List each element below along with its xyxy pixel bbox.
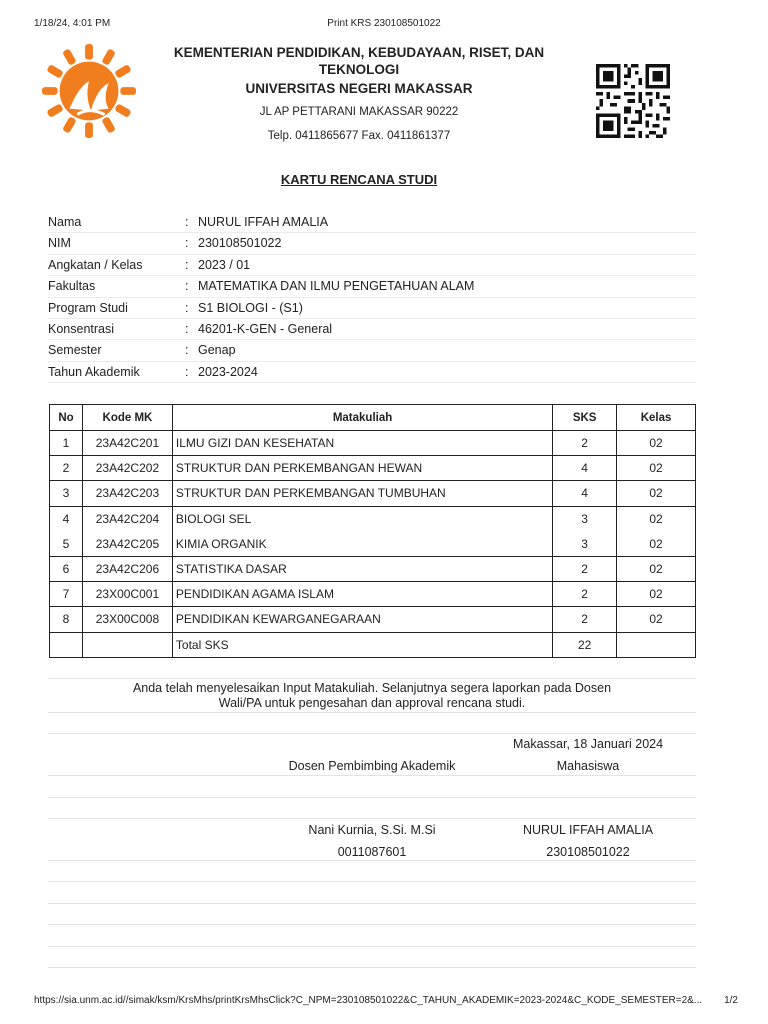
cell-empty bbox=[50, 632, 83, 657]
info-value: 2023-2024 bbox=[198, 364, 258, 379]
info-colon: : bbox=[185, 279, 189, 294]
table-row bbox=[50, 556, 696, 581]
ministry-name: KEMENTERIAN PENDIDIKAN, KEBUDAYAAN, RISET, DAN TEKNOLOGI bbox=[173, 45, 545, 77]
cell-sks: 4 bbox=[553, 481, 617, 506]
divider bbox=[48, 797, 696, 798]
cell-matakuliah: STRUKTUR DAN PERKEMBANGAN HEWAN bbox=[172, 456, 552, 481]
cell-empty bbox=[82, 632, 172, 657]
advisor-role: Dosen Pembimbing Akademik bbox=[288, 759, 456, 773]
cell-sks: 2 bbox=[553, 582, 617, 607]
cell-no: 1 bbox=[50, 431, 83, 456]
info-value: 230108501022 bbox=[198, 236, 282, 251]
cell-matakuliah: PENDIDIKAN KEWARGANEGARAAN bbox=[172, 607, 552, 632]
cell-kelas: 02 bbox=[617, 481, 696, 506]
info-colon: : bbox=[185, 343, 189, 358]
approval-note bbox=[48, 681, 696, 711]
print-title: Print KRS 230108501022 bbox=[327, 18, 441, 29]
table-row bbox=[50, 506, 696, 531]
info-colon: : bbox=[185, 257, 189, 272]
table-row bbox=[50, 431, 696, 456]
divider bbox=[48, 775, 696, 776]
cell-sks: 2 bbox=[553, 556, 617, 581]
info-colon: : bbox=[185, 321, 189, 336]
table-row bbox=[50, 582, 696, 607]
info-label: NIM bbox=[48, 236, 71, 251]
divider bbox=[48, 924, 696, 925]
cell-kelas: 02 bbox=[617, 582, 696, 607]
divider bbox=[48, 881, 696, 882]
info-label: Konsentrasi bbox=[48, 321, 115, 336]
table-header-row bbox=[50, 405, 696, 431]
info-label: Fakultas bbox=[48, 279, 96, 294]
advisor-name: Nani Kurnia, S.Si. M.Si bbox=[308, 823, 436, 837]
page-number: 1/2 bbox=[724, 995, 738, 1006]
cell-kelas: 02 bbox=[617, 556, 696, 581]
table-row bbox=[50, 456, 696, 481]
qr-code-icon bbox=[596, 64, 670, 138]
info-row-nim bbox=[48, 233, 696, 254]
info-row-nama bbox=[48, 212, 696, 233]
cell-kode: 23A42C205 bbox=[82, 531, 172, 556]
cell-matakuliah: PENDIDIKAN AGAMA ISLAM bbox=[172, 582, 552, 607]
info-colon: : bbox=[185, 364, 189, 379]
cell-matakuliah: ILMU GIZI DAN KESEHATAN bbox=[172, 431, 552, 456]
col-header-kode: Kode MK bbox=[82, 405, 172, 431]
cell-kelas: 02 bbox=[617, 531, 696, 556]
cell-kode: 23A42C201 bbox=[82, 431, 172, 456]
table-row bbox=[50, 531, 696, 556]
info-value: S1 BIOLOGI - (S1) bbox=[198, 300, 303, 315]
cell-matakuliah: BIOLOGI SEL bbox=[172, 506, 552, 531]
cell-no: 5 bbox=[50, 531, 83, 556]
student-role: Mahasiswa bbox=[556, 759, 620, 773]
col-header-matakuliah: Matakuliah bbox=[172, 405, 552, 431]
total-label: Total SKS bbox=[172, 632, 552, 657]
col-header-sks: SKS bbox=[553, 405, 617, 431]
cell-kelas: 02 bbox=[617, 431, 696, 456]
info-row-angkatan bbox=[48, 255, 696, 276]
cell-matakuliah: STRUKTUR DAN PERKEMBANGAN TUMBUHAN bbox=[172, 481, 552, 506]
info-row-fakultas bbox=[48, 276, 696, 297]
cell-sks: 2 bbox=[553, 431, 617, 456]
cell-kode: 23X00C001 bbox=[82, 582, 172, 607]
cell-kode: 23A42C206 bbox=[82, 556, 172, 581]
table-total-row bbox=[50, 632, 696, 657]
info-label: Semester bbox=[48, 343, 102, 358]
divider bbox=[48, 946, 696, 947]
divider bbox=[48, 967, 696, 968]
divider bbox=[48, 818, 696, 819]
student-name: NURUL IFFAH AMALIA bbox=[522, 823, 654, 837]
info-label: Nama bbox=[48, 215, 82, 229]
university-logo-icon bbox=[40, 42, 138, 140]
divider bbox=[48, 712, 696, 713]
cell-no: 3 bbox=[50, 481, 83, 506]
document-title: KARTU RENCANA STUDI bbox=[280, 172, 438, 187]
cell-no: 8 bbox=[50, 607, 83, 632]
print-timestamp: 1/18/24, 4:01 PM bbox=[34, 18, 111, 29]
place-date: Makassar, 18 Januari 2024 bbox=[512, 737, 664, 751]
cell-kode: 23X00C008 bbox=[82, 607, 172, 632]
university-name: UNIVERSITAS NEGERI MAKASSAR bbox=[245, 81, 473, 96]
cell-sks: 3 bbox=[553, 531, 617, 556]
info-label: Tahun Akademik bbox=[48, 364, 140, 379]
cell-kelas: 02 bbox=[617, 456, 696, 481]
col-header-no: No bbox=[50, 405, 83, 431]
cell-matakuliah: KIMIA ORGANIK bbox=[172, 531, 552, 556]
info-value: 2023 / 01 bbox=[198, 257, 251, 272]
cell-empty bbox=[617, 632, 696, 657]
advisor-id: 0011087601 bbox=[337, 845, 407, 859]
course-table bbox=[49, 404, 696, 658]
info-value: 46201-K-GEN - General bbox=[198, 321, 333, 336]
info-row-semester bbox=[48, 340, 696, 361]
info-value: NURUL IFFAH AMALIA bbox=[198, 215, 329, 229]
cell-sks: 2 bbox=[553, 607, 617, 632]
cell-kode: 23A42C202 bbox=[82, 456, 172, 481]
divider bbox=[48, 678, 696, 679]
print-header bbox=[0, 18, 768, 32]
info-value: Genap bbox=[198, 343, 236, 358]
info-value: MATEMATIKA DAN ILMU PENGETAHUAN ALAM bbox=[198, 279, 475, 294]
info-row-konsentrasi bbox=[48, 319, 696, 340]
info-colon: : bbox=[185, 236, 189, 251]
table-row bbox=[50, 481, 696, 506]
student-info bbox=[48, 212, 696, 383]
university-phone: Telp. 0411865677 Fax. 0411861377 bbox=[267, 130, 451, 142]
note-line-2: Wali/PA untuk pengesahan dan approval rencana studi. bbox=[218, 696, 526, 710]
cell-kode: 23A42C203 bbox=[82, 481, 172, 506]
cell-no: 2 bbox=[50, 456, 83, 481]
cell-kelas: 02 bbox=[617, 607, 696, 632]
total-sks: 22 bbox=[553, 632, 617, 657]
divider bbox=[48, 903, 696, 904]
student-id: 230108501022 bbox=[546, 845, 630, 859]
cell-kode: 23A42C204 bbox=[82, 506, 172, 531]
info-colon: : bbox=[185, 300, 189, 315]
cell-no: 7 bbox=[50, 582, 83, 607]
cell-sks: 3 bbox=[553, 506, 617, 531]
divider bbox=[48, 860, 696, 861]
info-row-tahun-akademik bbox=[48, 362, 696, 383]
university-address: JL AP PETTARANI MAKASSAR 90222 bbox=[259, 106, 459, 118]
cell-sks: 4 bbox=[553, 456, 617, 481]
col-header-kelas: Kelas bbox=[617, 405, 696, 431]
table-row bbox=[50, 607, 696, 632]
info-label: Program Studi bbox=[48, 300, 128, 315]
divider bbox=[48, 733, 696, 734]
info-colon: : bbox=[185, 215, 189, 229]
cell-no: 4 bbox=[50, 506, 83, 531]
cell-matakuliah: STATISTIKA DASAR bbox=[172, 556, 552, 581]
note-line-1: Anda telah menyelesaikan Input Matakuliah. Selanjutnya segera laporkan pada Dosen bbox=[132, 681, 612, 695]
print-url: https://sia.unm.ac.id//simak/ksm/KrsMhs/printKrsMhsClick?C_NPM=230108501022&C_TAHUN_AKADEMIK=2023-2024&C_KODE_SEMESTER=2&... bbox=[34, 995, 703, 1006]
cell-no: 6 bbox=[50, 556, 83, 581]
cell-kelas: 02 bbox=[617, 506, 696, 531]
info-row-program-studi bbox=[48, 298, 696, 319]
info-label: Angkatan / Kelas bbox=[48, 257, 143, 272]
